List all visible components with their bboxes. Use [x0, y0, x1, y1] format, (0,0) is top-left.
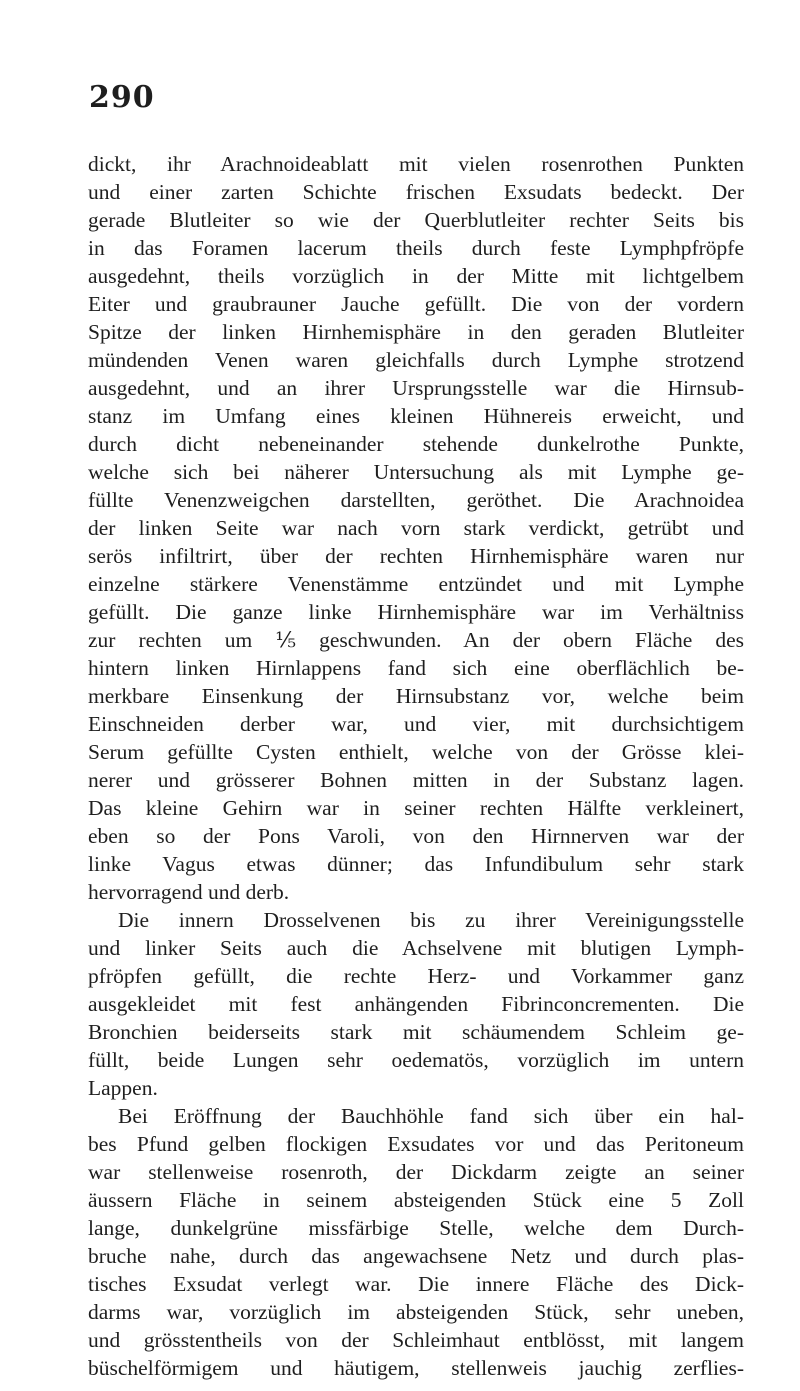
- text-line: zur rechten um ⅕ geschwunden. An der obern Fläche des: [88, 628, 744, 652]
- text-line: und einer zarten Schichte frischen Exsudats bedeckt. Der: [88, 180, 744, 204]
- body-text: [88, 150, 744, 1382]
- text-line: äussern Fläche in seinem absteigenden Stück eine 5 Zoll: [88, 1188, 744, 1212]
- text-line: darms war, vorzüglich im absteigenden Stück, sehr uneben,: [88, 1300, 744, 1324]
- text-line: ausgedehnt, theils vorzüglich in der Mitte mit lichtgelbem: [88, 264, 744, 288]
- text-line: nerer und grösserer Bohnen mitten in der Substanz lagen.: [88, 768, 744, 792]
- text-line: ausgekleidet mit fest anhängenden Fibrinconcrementen. Die: [88, 992, 744, 1016]
- text-line: büschelförmigem und häutigem, stellenweis jauchig zerflies-: [88, 1356, 744, 1380]
- text-line: Einschneiden derber war, und vier, mit durchsichtigem: [88, 712, 744, 736]
- text-line: gerade Blutleiter so wie der Querblutleiter rechter Seits bis: [88, 208, 744, 232]
- text-line: und linker Seits auch die Achselvene mit blutigen Lymph-: [88, 936, 744, 960]
- page-number: 290: [89, 80, 155, 115]
- text-line: eben so der Pons Varoli, von den Hirnnerven war der: [88, 824, 744, 848]
- text-line: bes Pfund gelben flockigen Exsudates vor und das Peritoneum: [88, 1132, 744, 1156]
- text-line: welche sich bei näherer Untersuchung als mit Lymphe ge-: [88, 460, 744, 484]
- text-line: Die innern Drosselvenen bis zu ihrer Vereinigungsstelle: [118, 908, 744, 932]
- text-line: ausgedehnt, und an ihrer Ursprungsstelle war die Hirnsub-: [88, 376, 744, 400]
- text-line: lange, dunkelgrüne missfärbige Stelle, welche dem Durch-: [88, 1216, 744, 1240]
- text-line: Spitze der linken Hirnhemisphäre in den geraden Blutleiter: [88, 320, 744, 344]
- text-line: dickt, ihr Arachnoideablatt mit vielen rosenrothen Punkten: [88, 152, 744, 176]
- text-line: mündenden Venen waren gleichfalls durch Lymphe strotzend: [88, 348, 744, 372]
- text-line: stanz im Umfang eines kleinen Hühnereis erweicht, und: [88, 404, 744, 428]
- text-line: pfröpfen gefüllt, die rechte Herz- und Vorkammer ganz: [88, 964, 744, 988]
- text-line: füllt, beide Lungen sehr oedematös, vorzüglich im untern: [88, 1048, 744, 1072]
- text-line: merkbare Einsenkung der Hirnsubstanz vor, welche beim: [88, 684, 744, 708]
- text-line: der linken Seite war nach vorn stark verdickt, getrübt und: [88, 516, 744, 540]
- text-line: Serum gefüllte Cysten enthielt, welche von der Grösse klei-: [88, 740, 744, 764]
- text-line: bruche nahe, durch das angewachsene Netz und durch plas-: [88, 1244, 744, 1268]
- text-line: serös infiltrirt, über der rechten Hirnhemisphäre waren nur: [88, 544, 744, 568]
- text-line: in das Foramen lacerum theils durch feste Lymphpfröpfe: [88, 236, 744, 260]
- text-line: Bronchien beiderseits stark mit schäumendem Schleim ge-: [88, 1020, 744, 1044]
- text-line: war stellenweise rosenroth, der Dickdarm zeigte an seiner: [88, 1160, 744, 1184]
- text-line: füllte Venenzweigchen darstellten, geröthet. Die Arachnoidea: [88, 488, 744, 512]
- text-line: Eiter und graubrauner Jauche gefüllt. Die von der vordern: [88, 292, 744, 316]
- text-line: Bei Eröffnung der Bauchhöhle fand sich über ein hal-: [118, 1104, 744, 1128]
- text-line: und grösstentheils von der Schleimhaut entblösst, mit langem: [88, 1328, 744, 1352]
- text-line: durch dicht nebeneinander stehende dunkelrothe Punkte,: [88, 432, 744, 456]
- text-line: tisches Exsudat verlegt war. Die innere Fläche des Dick-: [88, 1272, 744, 1296]
- text-line: Lappen.: [88, 1076, 158, 1100]
- text-line: gefüllt. Die ganze linke Hirnhemisphäre war im Verhältniss: [88, 600, 744, 624]
- text-line: linke Vagus etwas dünner; das Infundibulum sehr stark: [88, 852, 744, 876]
- text-line: hervorragend und derb.: [88, 880, 290, 904]
- text-line: einzelne stärkere Venenstämme entzündet und mit Lymphe: [88, 572, 744, 596]
- text-line: hintern linken Hirnlappens fand sich eine oberflächlich be-: [88, 656, 744, 680]
- text-line: Das kleine Gehirn war in seiner rechten Hälfte verkleinert,: [88, 796, 744, 820]
